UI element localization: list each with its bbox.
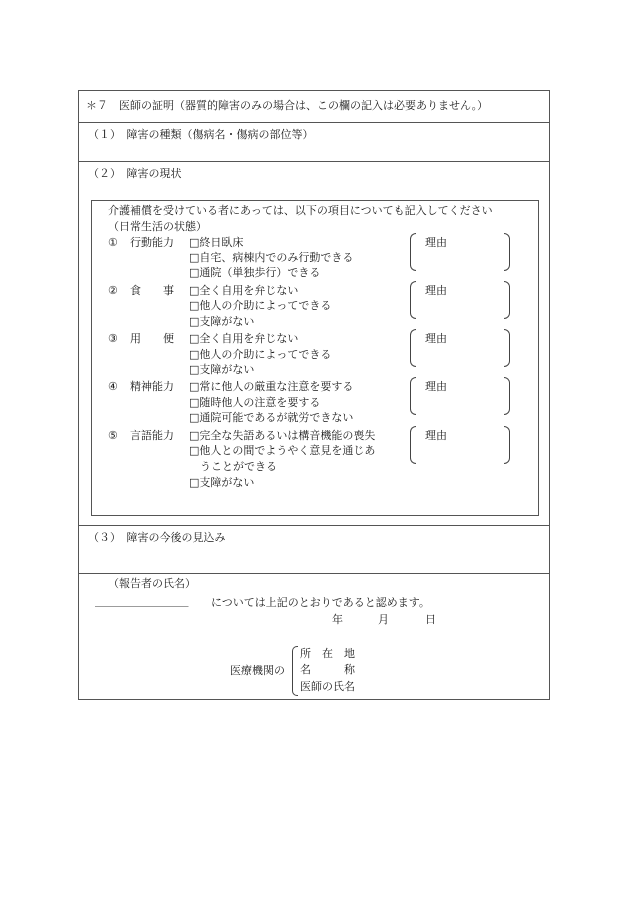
checkbox-option[interactable]: □他人との間でようやく意見を通じあ: [189, 444, 376, 457]
date-day: 日: [425, 613, 436, 626]
checkbox-option[interactable]: □全く自用を弁じない: [189, 332, 299, 345]
checkbox-option[interactable]: □他人の介助によってできる: [189, 348, 332, 361]
doctor-name-label: 医師の氏名: [300, 680, 355, 693]
checkbox-option[interactable]: □支障がない: [189, 476, 255, 489]
checkbox-option[interactable]: □支障がない: [189, 363, 255, 376]
box-subtitle: （日常生活の状態）: [108, 220, 207, 233]
checkbox-option[interactable]: □通院（単独歩行）できる: [189, 266, 321, 279]
item-2-current-state: （２） 障害の現状: [88, 167, 182, 180]
reason-label: 理由: [425, 429, 447, 442]
divider: [79, 525, 549, 526]
date-month: 月: [378, 613, 389, 626]
group-label: 行動能力: [130, 236, 174, 249]
group-number: ⑤: [108, 429, 118, 442]
group-label: 言語能力: [130, 429, 174, 442]
checkbox-option[interactable]: □支障がない: [189, 315, 255, 328]
divider: [79, 161, 549, 162]
section-7-title: ＊７ 医師の証明（器質的障害のみの場合は、この欄の記入は必要ありません。）: [86, 99, 489, 112]
group-number: ②: [108, 284, 118, 297]
group-label: 食 事: [130, 284, 174, 297]
item-3-prognosis: （３） 障害の今後の見込み: [88, 531, 226, 544]
checkbox-option[interactable]: □他人の介助によってできる: [189, 299, 332, 312]
institution-name-label: 名 称: [300, 663, 355, 676]
date-year: 年: [332, 613, 343, 626]
group-number: ④: [108, 380, 118, 393]
group-number: ③: [108, 332, 118, 345]
group-number: ①: [108, 236, 118, 249]
checkbox-option-continued: うことができる: [200, 460, 277, 473]
address-label: 所 在 地: [300, 647, 355, 660]
box-intro: 介護補償を受けている者にあっては、以下の項目についても記入してください: [108, 204, 493, 217]
checkbox-option[interactable]: □自宅、病棟内でのみ行動できる: [189, 251, 354, 264]
divider: [79, 122, 549, 123]
institution-brace: [292, 646, 298, 696]
certification-statement: については上記のとおりであると認めます。: [211, 596, 430, 609]
checkbox-option[interactable]: □完全な失語あるいは構音機能の喪失: [189, 429, 376, 442]
divider: [79, 573, 549, 574]
reason-label: 理由: [425, 284, 447, 297]
reason-label: 理由: [425, 332, 447, 345]
group-label: 精神能力: [130, 380, 174, 393]
reason-label: 理由: [425, 380, 447, 393]
reason-label: 理由: [425, 236, 447, 249]
reporter-name-label: （報告者の氏名）: [108, 577, 196, 590]
checkbox-option[interactable]: □通院可能であるが就労できない: [189, 411, 354, 424]
item-1-disability-type: （１） 障害の種類（傷病名・傷病の部位等）: [88, 128, 314, 141]
institution-label: 医療機関の: [230, 664, 285, 677]
checkbox-option[interactable]: □常に他人の厳重な注意を要する: [189, 380, 354, 393]
checkbox-option[interactable]: □随時他人の注意を要する: [189, 396, 321, 409]
checkbox-option[interactable]: □全く自用を弁じない: [189, 284, 299, 297]
group-label: 用 便: [130, 332, 174, 345]
reporter-name-blank[interactable]: _________________: [95, 594, 189, 607]
checkbox-option[interactable]: □終日臥床: [189, 236, 244, 249]
